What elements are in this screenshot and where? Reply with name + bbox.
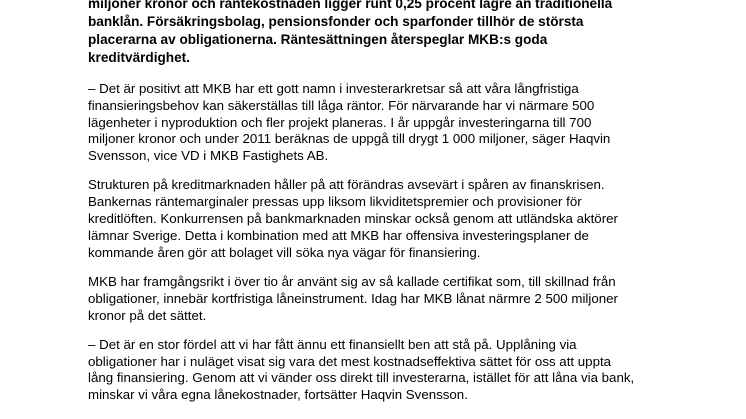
text-line: obligationer har i nuläget visat sig vara det mest kostnadseffektiva sättet för oss att uppta — [88, 353, 612, 369]
text-line: kommande åren gör att bolaget vill söka nya vägar för finansiering. — [88, 244, 481, 260]
text-line: kreditlöften. Konkurrensen på bankmarknaden minskar också genom att utländska aktörer — [88, 211, 618, 227]
text-line: – Det är positivt att MKB har ett gott namn i investerarkretsar så att våra långfristiga — [88, 81, 579, 96]
text-line: obligationer, innebär kortfristiga låneinstrument. Idag har MKB lånat närmre 2 500 miljoner — [88, 290, 618, 306]
lead-line: miljoner kronor och räntekostnaden ligger runt 0,25 procent lägre än traditionella — [88, 0, 613, 11]
text-line: – Det är en stor fördel att vi har fått ännu ett finansiellt ben att stå på. Upplåning via — [88, 336, 577, 352]
body-paragraph-2 — [88, 177, 698, 261]
text-line: finansieringsbehov kan säkerställas till låga räntor. För närvarande har vi närmare 500 — [88, 97, 595, 113]
quote-paragraph-1 — [88, 81, 698, 165]
quote-paragraph-4 — [88, 337, 698, 404]
text-line: Bankernas räntemarginaler pressas upp liksom likviditetspremier och provisioner för — [88, 194, 582, 210]
text-line: lämnar Sverige. Detta i kombination med att MKB har offensiva investeringsplaner de — [88, 227, 589, 243]
text-line: Svensson, vice VD i MKB Fastighets AB. — [88, 148, 329, 164]
text-line: MKB har framgångsrikt i över tio år använt sig av så kallade certifikat som, till skillnad från — [88, 273, 616, 289]
text-line: miljoner kronor och under 2011 beräknas de uppgå till drygt 1 000 miljoner, säger Haqvin — [88, 131, 611, 147]
lead-line: banklån. Försäkringsbolag, pensionsfonder och sparfonder tillhör de största — [88, 14, 584, 29]
text-line: kronor på det sättet. — [88, 307, 207, 323]
text-line: Strukturen på kreditmarknaden håller på att förändras avsevärt i spåren av finanskrisen. — [88, 177, 605, 193]
lead-line: kreditvärdighet. — [88, 50, 190, 65]
lead-paragraph — [88, 0, 698, 67]
text-line: lång finansiering. Genom att vi vänder oss direkt till investerarna, istället för att låna via bank, — [88, 370, 635, 386]
lead-line: placerarna av obligationerna. Räntesättningen återspeglar MKB:s goda — [88, 32, 548, 47]
document-page — [88, 0, 698, 417]
body-paragraph-3 — [88, 274, 698, 324]
text-line: lägenheter i nyproduktion och fler projekt planeras. I år uppgår investeringarna till 700 — [88, 114, 592, 130]
text-line: minskar vi våra egna lånekostnader, fortsätter Haqvin Svensson. — [88, 387, 468, 403]
